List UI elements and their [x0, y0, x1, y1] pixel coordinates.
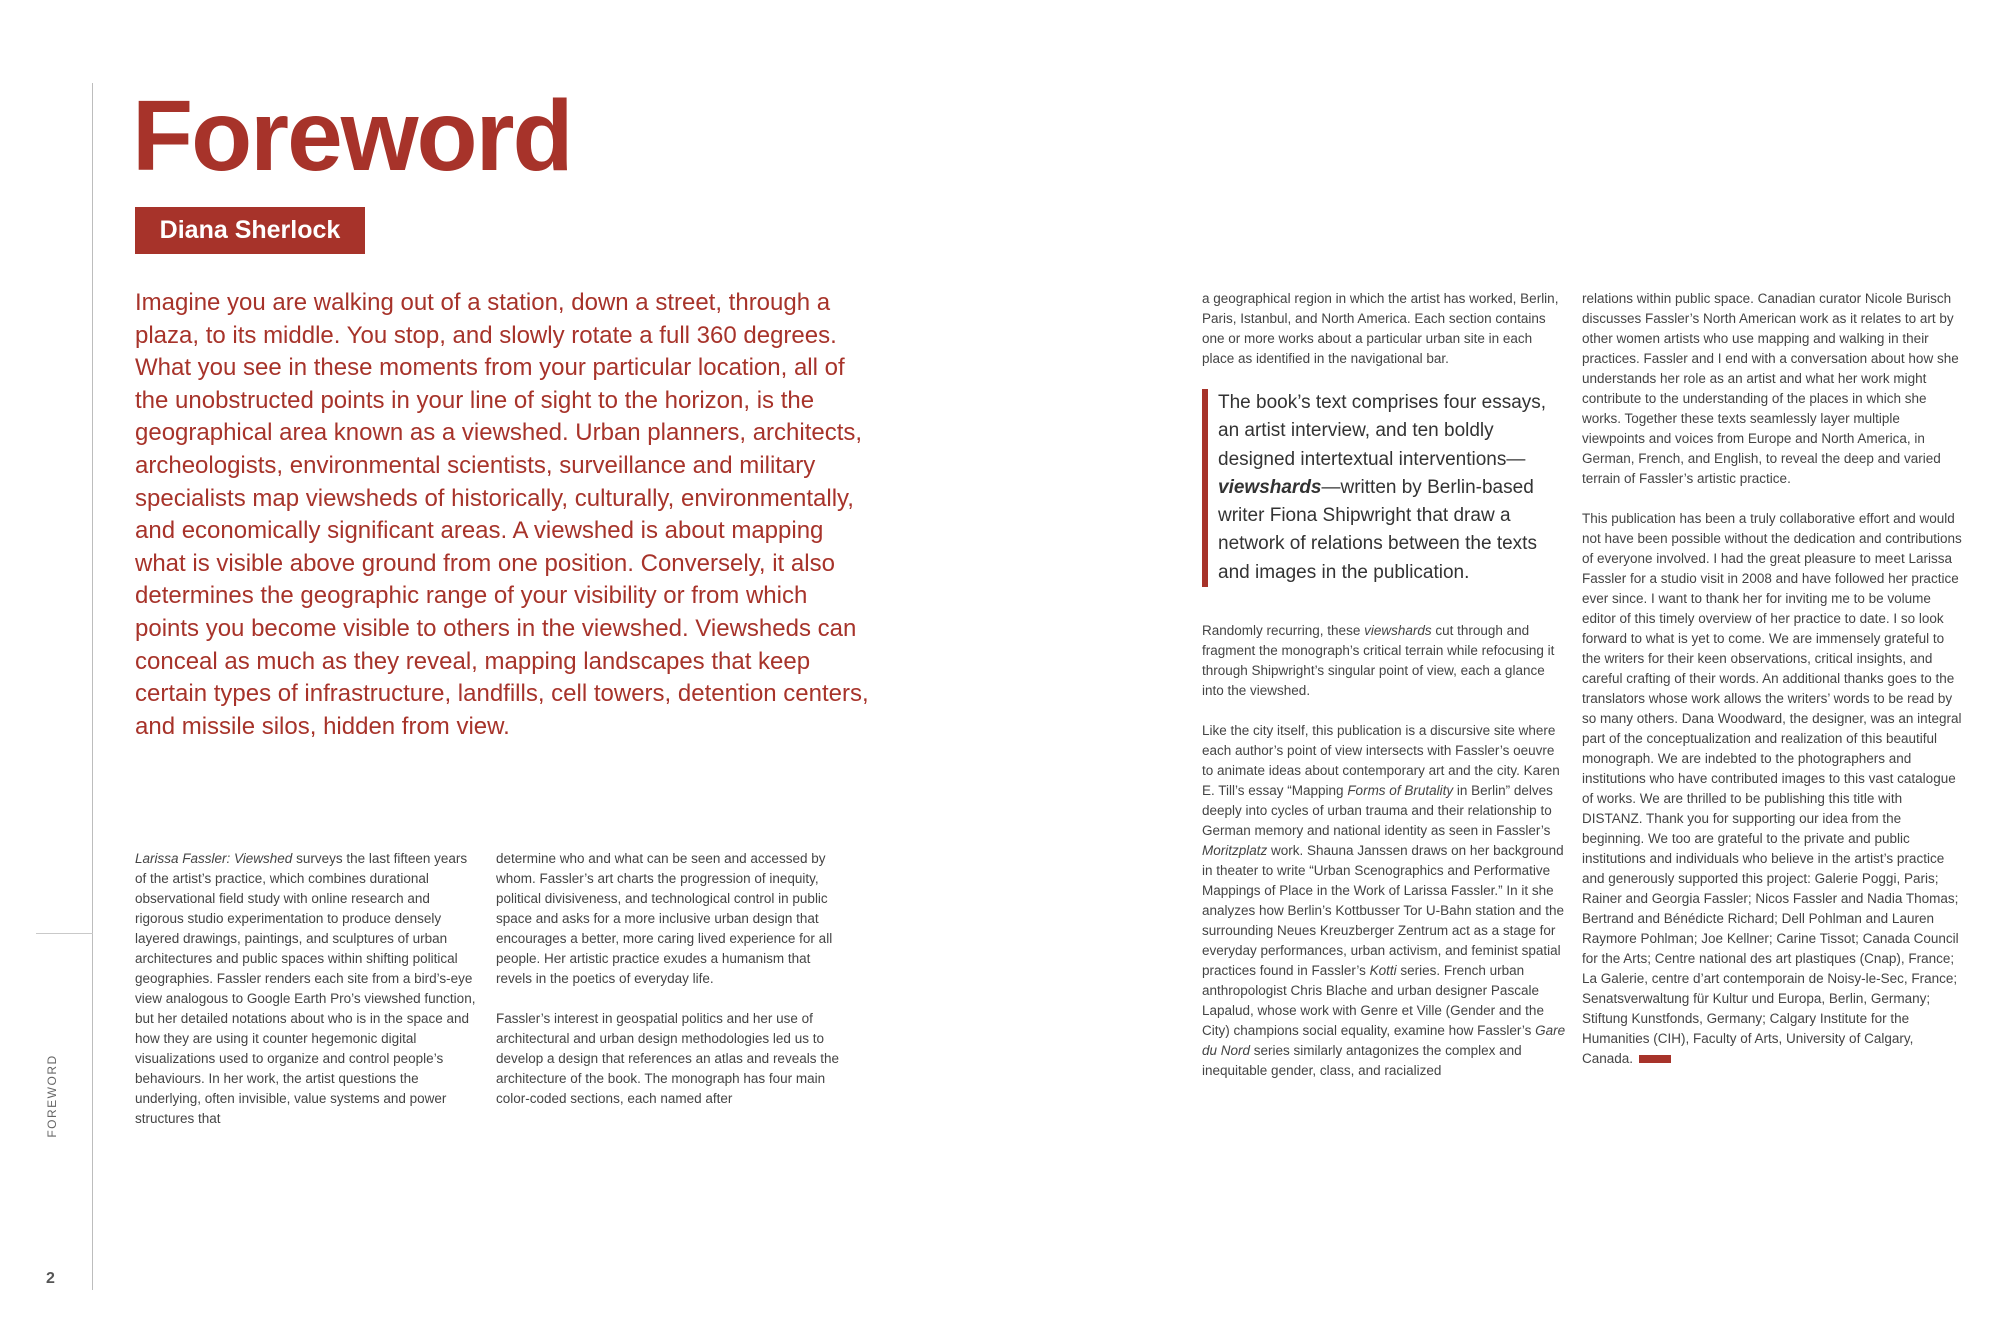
book-title-italic: Larissa Fassler: Viewshed — [135, 851, 293, 866]
body-paragraph: relations within public space. Canadian curator Nicole Burisch discusses Fassler’s North American work as it relates to art by other women artists who use mapping and walking in their practices. Fassler and I end with a conversation about how she understands her role as an artist and what her work might contribute to the understanding of the places in which she works. Together these texts seamlessly layer multiple viewpoints and voices from Europe and North America, in German, French, and English, to reveal the deep and varied terrain of Fassler’s artistic practice. — [1582, 291, 1959, 486]
lead-paragraph: Imagine you are walking out of a station, down a street, through a plaza, to its middle. You stop, and slowly rotate a full 360 degrees. What you see in these moments from your particular location, all of the unobstructed points in your line of sight to the horizon, is the geographical area known as a viewshed. Urban planners, architects, archeologists, environmental scientists, surveillance and military specialists map viewsheds of historically, culturally, environmentally, and economically significant areas. A viewshed is about mapping what is visible above ground from one position. Conversely, it also determines the geographic range of your visibility or from which points you become visible to others in the viewshed. Viewsheds can conceal as much as they reveal, mapping landscapes that keep certain types of infrastructure, landfills, cell towers, detention centers, and missile silos, hidden from view. — [135, 289, 869, 740]
page-title: Foreword — [132, 80, 572, 192]
body-paragraph: Randomly recurring, these viewshards cut through and fragment the monograph’s critical terrain while refocusing it through Shipwright’s singular point of view, each a glance into the viewshed. — [1202, 623, 1555, 699]
body-paragraph: determine who and what can be seen and accessed by whom. Fassler’s art charts the progression of inequity, political divisiveness, and technological control in public space and asks for a more inclusive urban design that encourages a better, more caring lived experience for all people. Her artistic practice exudes a humanism that revels in the poetics of everyday life. — [496, 851, 833, 986]
section-tick-rule — [36, 933, 93, 934]
body-paragraph: This publication has been a truly collaborative effort and would not have been possible without the dedication and contributions of everyone involved. I had the great pleasure to meet Larissa Fassler for a studio visit in 2008 and have followed her practice ever since. I want to thank her for inviting me to be volume editor of this timely overview of her practice to date. I so look forward to what is yet to come. We are immensely grateful to the writers for their keen observations, critical insights, and careful crafting of their words. An additional thanks goes to the translators whose work allows the writers’ words to be read by so many others. Dana Woodward, the designer, was an integral part of the conceptualization and realization of this beautiful monograph. We are indebted to the photographers and institutions who have contributed images to this vast catalogue of works. We are thrilled to be publishing this title with DISTANZ. Thank you for supporting our idea from the beginning. We too are grateful to the private and public institutions and individuals who believe in the artist’s practice and generously supported this project: Galerie Poggi, Paris; Rainer and Georgia Fassler; Nicos Fassler and Nadia Thomas; Bertrand and Bénédicte Richard; Dell Pohlman and Lauren Raymore Pohlman; Joe Kellner; Carine Tissot; Canada Council for the Arts; Centre national des art plastiques (Cnap), France; La Galerie, centre d’art contemporain de Noisy-le-Sec, France; Senatsverwaltung für Kultur und Europa, Berlin, Germany; Stiftung Kunstfonds, Germany; Calgary Institute for the Humanities (CIH), Faculty of Arts, University of Calgary, Canada. — [1582, 511, 1962, 1066]
body-paragraph: Like the city itself, this publication is a discursive site where each author’s point of view intersects with Fassler’s oeuvre to animate ideas about contemporary art and the city. Karen E. Till’s essay “Mapping Forms of Brutality in Berlin” delves deeply into cycles of urban trauma and their relationship to German memory and national identity as seen in Fassler’s Moritzplatz work. Shauna Janssen draws on her background in theater to write “Urban Scenographics and Performative Mappings of Place in the Work of Larissa Fassler.” In it she analyzes how Berlin’s Kottbusser Tor U-Bahn station and the surrounding Neues Kreuzberger Zentrum act as a stage for everyday performances, urban activism, and feminist spatial practices found in Fassler’s Kotti series. French urban anthropologist Chris Blache and urban designer Pascale Lapalud, whose work with Genre et Ville (Gender and the City) champions social equality, examine how Fassler’s Gare du Nord series similarly antagonizes the complex and inequitable gender, class, and racialized — [1202, 723, 1566, 1079]
text-column-1 — [135, 849, 480, 1129]
section-label: FOREWORD — [45, 1054, 59, 1138]
text-column-3 — [1202, 289, 1567, 1081]
margin-rule — [92, 83, 93, 1290]
pull-quote-emphasis: viewshards — [1218, 476, 1322, 498]
author-badge: Diana Sherlock — [135, 207, 365, 254]
text-column-2 — [496, 849, 841, 1109]
page-number: 2 — [46, 1270, 55, 1287]
body-paragraph: a geographical region in which the artist has worked, Berlin, Paris, Istanbul, and North America. Each section contains one or more works about a particular urban site in each place as identified in the navigational bar. — [1202, 291, 1559, 366]
pull-quote: The book’s text comprises four essays, an artist interview, and ten boldly designed intertextual interventions—viewshards—written by Berlin-based writer Fiona Shipwright that draw a network of relations between the texts and images in the publication. — [1202, 389, 1567, 587]
end-mark-icon — [1639, 1055, 1671, 1063]
body-paragraph: Fassler’s interest in geospatial politics and her use of architectural and urban design methodologies led us to develop a design that references an atlas and reveals the architecture of the book. The monograph has four main color-coded sections, each named after — [496, 1011, 839, 1106]
body-paragraph: Larissa Fassler: Viewshed surveys the last fifteen years of the artist’s practice, which combines durational observational field study with online research and rigorous studio experimentation to produce densely layered drawings, paintings, and sculptures of urban architectures and public spaces within shifting political geographies. Fassler renders each site from a bird’s-eye view analogous to Google Earth Pro’s viewshed function, but her detailed notations about who is in the space and how they are using it counter hegemonic digital visualizations used to organize and control people’s behaviours. In her work, the artist questions the underlying, often invisible, value systems and power structures that — [135, 851, 476, 1126]
text-column-4 — [1582, 289, 1962, 1069]
